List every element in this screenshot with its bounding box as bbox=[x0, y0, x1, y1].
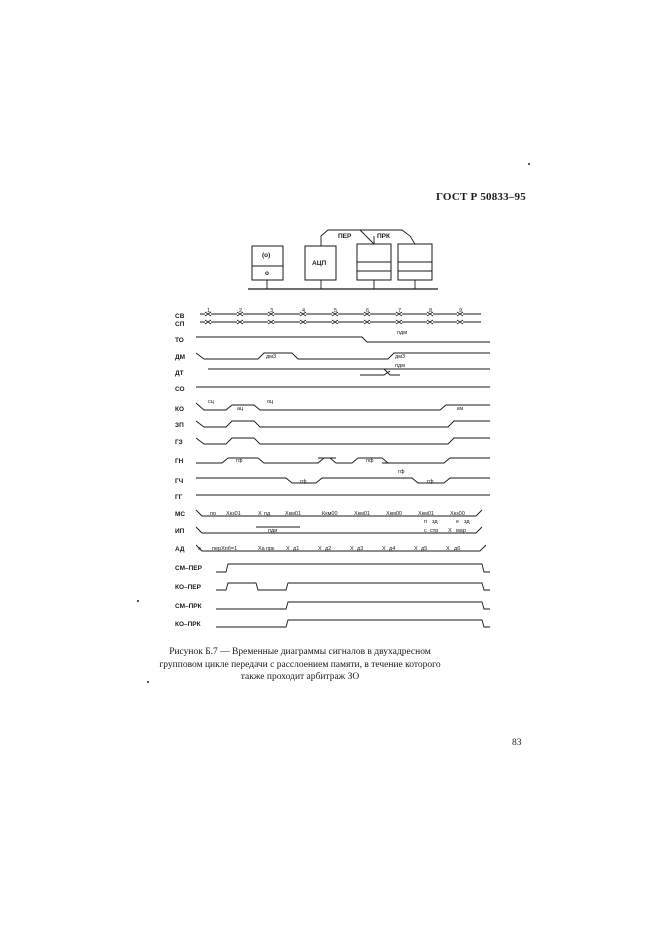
signal-label: ГЧ bbox=[175, 478, 184, 485]
signal-label: СМ–ПЕР bbox=[175, 565, 202, 572]
note-ad: д2 bbox=[325, 546, 332, 552]
note-ms: по bbox=[210, 511, 217, 517]
note-gn-1: гф bbox=[236, 458, 243, 464]
note-ad: Х bbox=[446, 546, 450, 552]
cycle-number: 3 bbox=[270, 308, 274, 314]
cycle-number: 8 bbox=[429, 308, 433, 314]
note-ms: Хкм01 bbox=[418, 511, 434, 517]
trace-ad bbox=[196, 545, 486, 551]
note-ms: пд bbox=[264, 511, 271, 517]
note-ad: д4 bbox=[389, 546, 396, 552]
note-ad: д6 bbox=[454, 546, 461, 552]
note-ms: Х bbox=[258, 511, 262, 517]
note-ms-extra: зд bbox=[432, 519, 438, 525]
scan-speck bbox=[528, 163, 530, 165]
note-ad: Х bbox=[350, 546, 354, 552]
note-ms-extra: п bbox=[424, 519, 427, 525]
box1-top-text: (о) bbox=[262, 252, 271, 259]
trace-gz bbox=[196, 438, 490, 444]
cycle-number: 4 bbox=[302, 308, 306, 314]
figure-caption bbox=[90, 646, 510, 684]
note-ms: Хкм01 bbox=[285, 511, 301, 517]
trace-zp bbox=[196, 421, 490, 427]
note-ad: Х bbox=[286, 546, 290, 552]
note-ad: Ха bbox=[258, 546, 265, 552]
note-ms: Хкм01 bbox=[354, 511, 370, 517]
bus-label-per: ПЕР bbox=[338, 233, 352, 240]
trace-dt bbox=[208, 369, 490, 375]
trace-sm-prk bbox=[216, 602, 490, 609]
standard-code: ГОСТ Р 50833–95 bbox=[436, 191, 526, 203]
cycle-number: 6 bbox=[366, 308, 370, 314]
note-ad: Х bbox=[382, 546, 386, 552]
cycle-number: 1 bbox=[207, 308, 211, 314]
note-to: пдм bbox=[397, 330, 407, 336]
cycle-number: 9 bbox=[459, 308, 463, 314]
caption-line-3: также проходит арбитраж ЗО bbox=[240, 672, 360, 682]
page-number: 83 bbox=[512, 738, 522, 748]
note-ms: Хкз00 bbox=[450, 511, 465, 517]
signal-label: ГЗ bbox=[175, 439, 183, 446]
note-ko-1: сц bbox=[208, 399, 214, 405]
signal-label: СП bbox=[175, 321, 185, 328]
signal-label: СВ bbox=[175, 313, 185, 320]
caption-line-1: Рисунок Б.7 — Временные диаграммы сигналов в двухадресном bbox=[169, 647, 431, 657]
note-ko-4: км bbox=[457, 406, 464, 412]
note-ad: Х bbox=[318, 546, 322, 552]
trace-ip bbox=[196, 527, 482, 533]
trace-sp bbox=[200, 320, 481, 324]
note-ip-2: мар bbox=[456, 528, 466, 534]
signal-label: ТО bbox=[175, 337, 184, 344]
cycle-number: 7 bbox=[398, 308, 402, 314]
note-ms-extra: зд bbox=[464, 519, 470, 525]
note-ip-2: Х bbox=[448, 528, 452, 534]
note-ms: Хкм00 bbox=[386, 511, 402, 517]
note-ad: д5 bbox=[421, 546, 428, 552]
note-ip-1: пди bbox=[268, 528, 278, 534]
signal-label: СО bbox=[175, 386, 185, 393]
note-ad: а bbox=[198, 546, 202, 552]
signal-label: КО bbox=[175, 406, 185, 413]
note-dm-2: дм3 bbox=[395, 354, 406, 360]
note-ad: д1 bbox=[293, 546, 300, 552]
trace-to bbox=[196, 337, 490, 342]
caption-line-2: групповом цикле передачи с расслоением памяти, в течение которого bbox=[159, 659, 441, 670]
box-adc-text: АЦП bbox=[312, 260, 327, 267]
signal-label: ДМ bbox=[175, 354, 186, 361]
cycle-number: 5 bbox=[334, 308, 338, 314]
cycle-number: 2 bbox=[239, 308, 243, 314]
note-ad: Х bbox=[414, 546, 418, 552]
scan-speck bbox=[137, 600, 139, 602]
trace-sm-per bbox=[216, 564, 490, 572]
note-ko-2: ац bbox=[237, 406, 244, 412]
trace-ko-per bbox=[216, 583, 490, 590]
signal-label: АД bbox=[175, 546, 185, 553]
note-dm-1: дм3 bbox=[266, 354, 277, 360]
note-ms: Ккм00 bbox=[322, 511, 338, 517]
note-gch-1: гф bbox=[300, 479, 307, 485]
note-ms-extra: е bbox=[456, 519, 460, 525]
note-ad: прк bbox=[266, 546, 275, 552]
note-ad: перХпб=1 bbox=[212, 546, 238, 552]
note-ad: д3 bbox=[357, 546, 364, 552]
signal-label: КО–ПЕР bbox=[175, 584, 201, 591]
signal-label: ЗП bbox=[175, 422, 184, 429]
signal-label: ДТ bbox=[175, 370, 184, 377]
note-gch-2: гф bbox=[427, 479, 434, 485]
box1-bottom-text: о bbox=[265, 270, 269, 277]
bus-label-prk: ПРК bbox=[377, 233, 390, 240]
trace-dm bbox=[196, 353, 490, 359]
signal-label: МС bbox=[175, 511, 186, 518]
signal-label: СМ–ПРК bbox=[175, 603, 202, 610]
note-gn-3: гф bbox=[398, 469, 405, 475]
note-gn-2: пф bbox=[366, 458, 374, 464]
signal-label: КО–ПРК bbox=[175, 621, 201, 628]
trace-sv bbox=[200, 312, 481, 316]
signal-label: ГН bbox=[175, 458, 184, 465]
scan-speck bbox=[147, 681, 149, 683]
trace-ko-prk bbox=[216, 620, 490, 627]
trace-gch bbox=[196, 478, 490, 483]
signal-label: ИП bbox=[175, 528, 185, 535]
note-ms: Хкз01 bbox=[226, 511, 241, 517]
note-ip-2: стр bbox=[430, 528, 439, 534]
signal-label: ГГ bbox=[175, 494, 183, 501]
note-ip-2: с bbox=[424, 528, 427, 534]
note-dt: пдм bbox=[395, 363, 405, 369]
note-ko-3: оц bbox=[267, 399, 274, 405]
